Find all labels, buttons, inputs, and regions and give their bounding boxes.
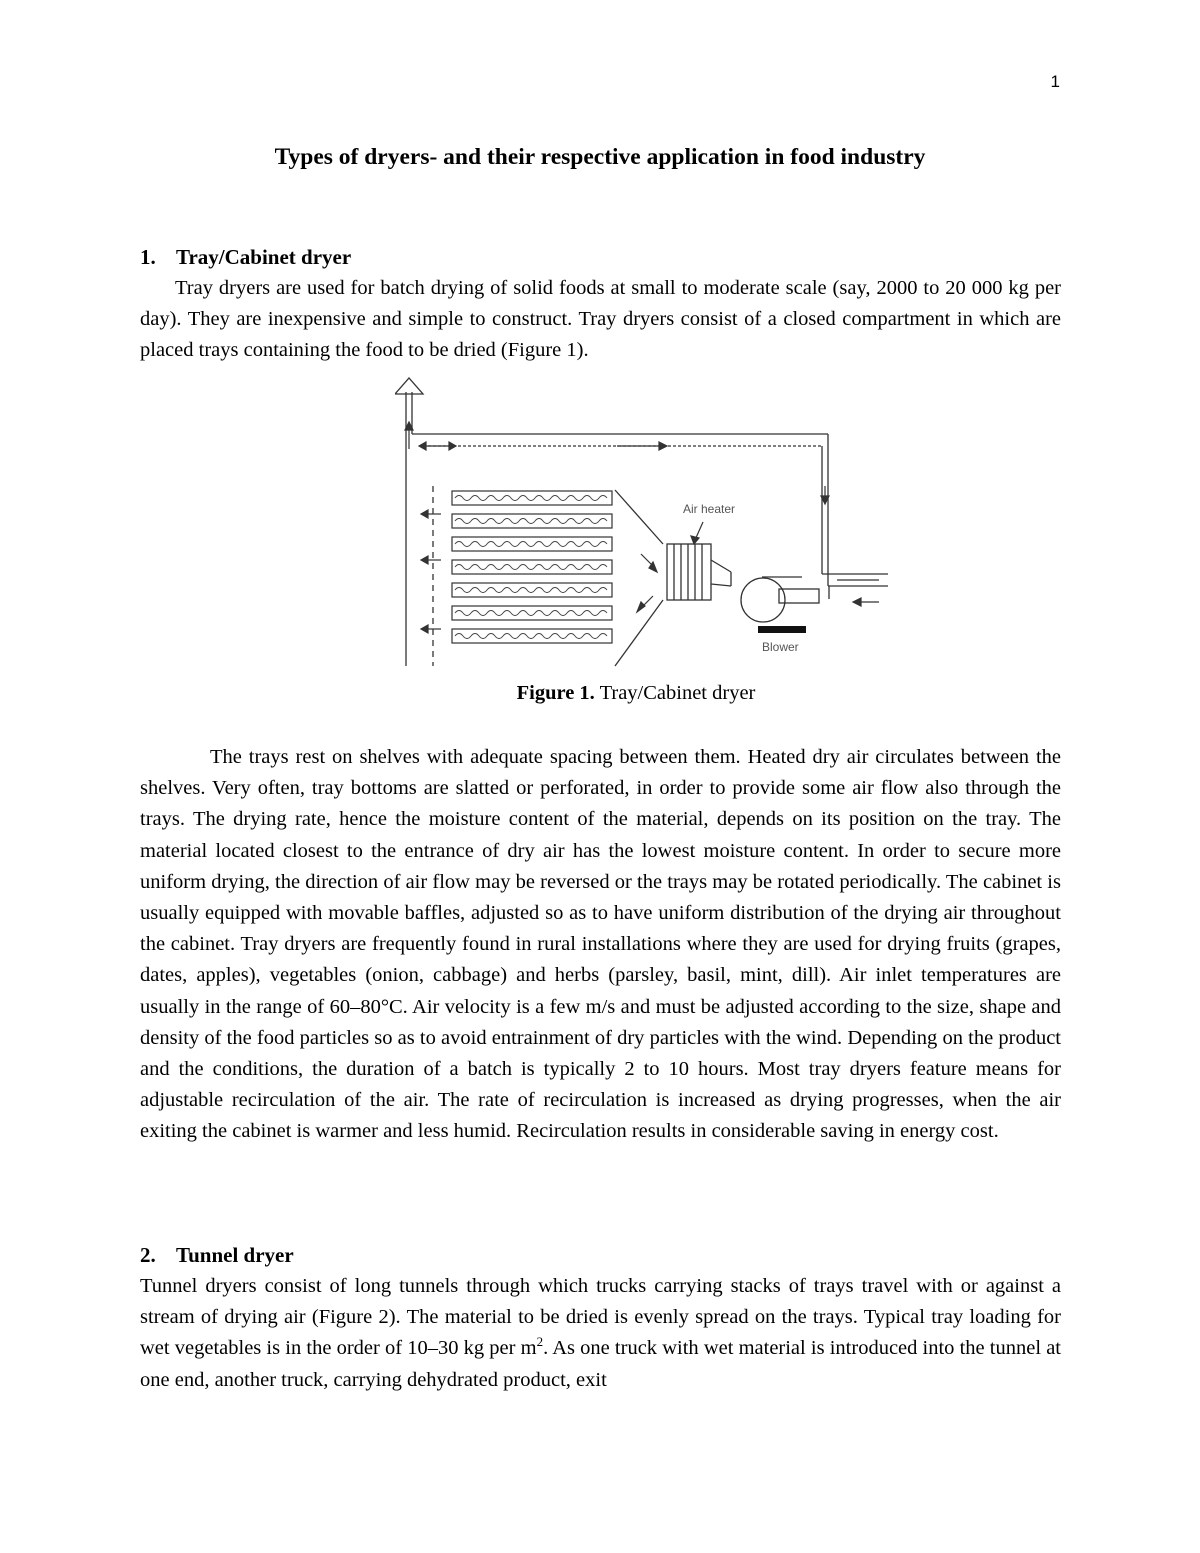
tray-3 (452, 537, 612, 551)
section-2-number: 2. (140, 1243, 156, 1267)
tray-dryer-diagram (395, 374, 905, 674)
section-1 (140, 242, 1061, 367)
figure-1-diagram (395, 374, 905, 674)
section-1-intro-paragraph: Tray dryers are used for batch drying of solid foods at small to moderate scale (say, 2000 to 20 000 kg per day). They are inexpensive and simple to construct. Tray dryers consist of a closed compartment in which are placed trays containing the food to be dried (Figure 1). (140, 277, 1061, 362)
tray-1 (452, 491, 612, 505)
section-2-body-text-1: Tunnel dryers consist of long tunnels through which trucks carrying stacks of trays travel with or against a stream of drying air (Figure 2). The material to be dried is evenly spread on the trays. Typical tray loading for wet vegetables is in the order of 10–30 kg per m (140, 1275, 1061, 1360)
heater-to-blower-top (711, 560, 731, 572)
section-2-superscript: 2 (536, 1334, 544, 1350)
blower-label: Blower (762, 640, 799, 654)
figure-1-caption (0, 682, 1200, 705)
section-2-title: Tunnel dryer (176, 1243, 294, 1267)
section-1-body (140, 742, 1061, 1148)
blower-base (758, 626, 806, 633)
section-1-body-paragraph: The trays rest on shelves with adequate spacing between them. Heated dry air circulates between the shelves. Very often, tray bottoms are slatted or perforated, in order to provide some air flow also through the trays. The drying rate, hence the moisture content of the material, depends on its position on the tray. The material located closest to the entrance of dry air has the lowest moisture content. In order to secure more uniform drying, the direction of air flow may be reversed or the trays may be rotated periodically. The cabinet is usually equipped with movable baffles, adjusted so as to have uniform distribution of the drying air throughout the cabinet. Tray dryers are frequently found in rural installations where they are used for drying fruits (grapes, dates, apples), vegetables (onion, cabbage) and herbs (parsley, basil, mint, dill). Air inlet temperatures are usually in the range of 60–80°C. Air velocity is a few m/s and must be adjusted according to the size, shape and density of the food particles so as to avoid entrainment of dry particles with the wind. Depending on the product and the conditions, the duration of a batch is typically 2 to 10 hours. Most tray dryers feature means for adjustable recirculation of the air. The rate of recirculation is increased as drying progresses, when the air exiting the cabinet is warmer and less humid. Recirculation results in considerable saving in energy cost. (140, 746, 1061, 1143)
exhaust-cap (395, 378, 423, 394)
section-1-heading (140, 242, 1061, 273)
figure-1-caption-label: Figure 1. (516, 682, 595, 704)
section-2-heading (140, 1240, 1061, 1271)
tray-4 (452, 560, 612, 574)
figure-1-caption-text: Tray/Cabinet dryer (594, 682, 756, 704)
heater-to-blower-bottom (711, 584, 731, 586)
tray-5 (452, 583, 612, 597)
air-heater-label: Air heater (683, 502, 736, 516)
section-1-title: Tray/Cabinet dryer (176, 245, 352, 269)
cabinet-taper-top (615, 490, 663, 544)
section-2-body-paragraph (140, 1271, 1061, 1396)
section-2-body-text-2: . As one truck with wet material is introduced into the tunnel at one end, another truck, carrying dehydrated product, exit (140, 1337, 1061, 1391)
tray-6 (452, 606, 612, 620)
section-1-number: 1. (140, 245, 156, 269)
tray-2 (452, 514, 612, 528)
document-title: Types of dryers- and their respective application in food industry (274, 144, 926, 170)
section-2 (140, 1240, 1061, 1396)
tray-7 (452, 629, 612, 643)
page-number: 1 (1050, 72, 1060, 91)
